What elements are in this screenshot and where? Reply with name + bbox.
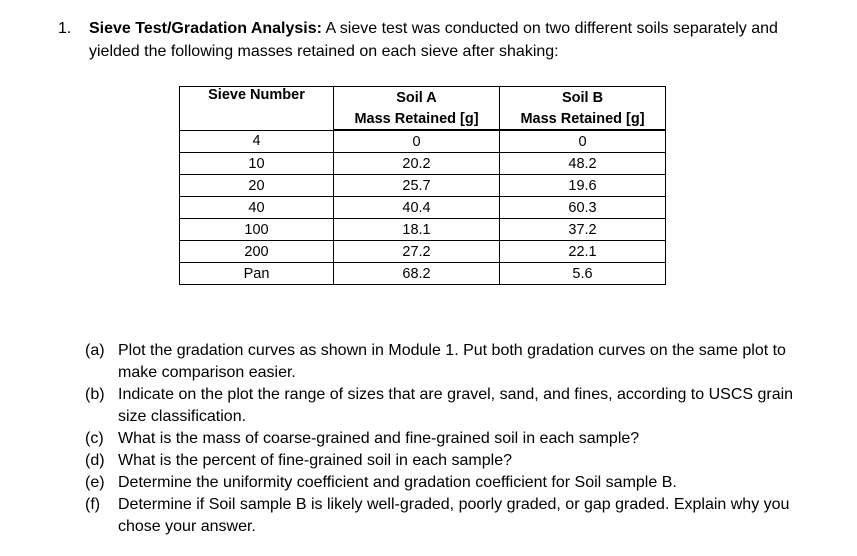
table-row [180, 175, 666, 197]
question-label: (f) [85, 496, 101, 513]
header-sieve-number: Sieve Number [180, 87, 334, 131]
question-item [85, 384, 825, 428]
sieve-cell: 10 [180, 153, 334, 175]
question-item [85, 428, 825, 450]
problem-title: Sieve Test/Gradation Analysis: [89, 20, 322, 37]
question-text: Determine if Soil sample B is likely well-graded, poorly graded, or gap graded. Explain why you chose your answer. [118, 496, 790, 535]
question-text: Indicate on the plot the range of sizes that are gravel, sand, and fines, according to USCS grain size classification. [118, 386, 794, 425]
question-text: What is the percent of fine-grained soil in each sample? [118, 452, 512, 469]
soil-b-cell: 19.6 [500, 175, 666, 197]
sieve-cell: Pan [180, 263, 334, 285]
question-item [85, 450, 825, 472]
soil-a-cell: 0 [334, 130, 500, 153]
sieve-table [179, 86, 666, 285]
question-text: What is the mass of coarse-grained and fine-grained soil in each sample? [118, 430, 640, 447]
table-row [180, 263, 666, 285]
soil-b-cell: 5.6 [500, 263, 666, 285]
question-label: (c) [85, 430, 104, 447]
table-row [180, 153, 666, 175]
question-item [85, 494, 825, 538]
table-row [180, 241, 666, 263]
sieve-cell: 20 [180, 175, 334, 197]
soil-b-cell: 22.1 [500, 241, 666, 263]
question-text: Determine the uniformity coefficient and gradation coefficient for Soil sample B. [118, 474, 677, 491]
question-label: (e) [85, 474, 105, 491]
sieve-cell: 100 [180, 219, 334, 241]
header-soil-a: Soil A [334, 87, 500, 109]
soil-a-cell: 25.7 [334, 175, 500, 197]
problem-intro [89, 17, 829, 63]
soil-b-cell: 37.2 [500, 219, 666, 241]
table-row [180, 197, 666, 219]
question-label: (a) [85, 342, 105, 359]
table-row [180, 219, 666, 241]
header-soil-b: Soil B [500, 87, 666, 109]
question-list [85, 340, 825, 538]
table-row [180, 130, 666, 153]
question-label: (b) [85, 386, 105, 403]
sieve-cell: 200 [180, 241, 334, 263]
question-item [85, 340, 825, 384]
question-label: (d) [85, 452, 105, 469]
soil-a-cell: 68.2 [334, 263, 500, 285]
soil-b-cell: 48.2 [500, 153, 666, 175]
soil-a-cell: 18.1 [334, 219, 500, 241]
soil-b-cell: 0 [500, 130, 666, 153]
question-item [85, 472, 825, 494]
soil-b-cell: 60.3 [500, 197, 666, 219]
question-text: Plot the gradation curves as shown in Module 1. Put both gradation curves on the same plot to make comparison easier. [118, 342, 786, 381]
problem-intro-text: A sieve test was conducted on two different soils separately and yielded the following masses retained on each sieve after shaking: [89, 20, 778, 60]
problem-number: 1. [58, 20, 72, 37]
soil-a-cell: 40.4 [334, 197, 500, 219]
header-soil-a-sub: Mass Retained [g] [334, 108, 500, 130]
sieve-cell: 40 [180, 197, 334, 219]
header-soil-b-sub: Mass Retained [g] [500, 108, 666, 130]
soil-a-cell: 20.2 [334, 153, 500, 175]
soil-a-cell: 27.2 [334, 241, 500, 263]
sieve-cell: 4 [180, 130, 334, 153]
